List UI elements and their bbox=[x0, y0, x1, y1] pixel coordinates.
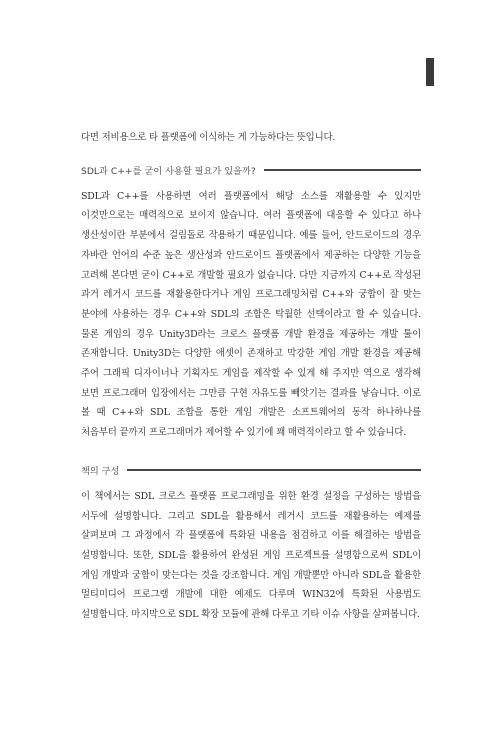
section-body-why-sdl-cpp: SDL과 C++를 사용하면 여러 플랫폼에서 해당 소스를 재활용할 수 있지만 이것만으로는 매력적으로 보이지 않습니다. 여러 플랫폼에 대응할 수 있다고 하나 생산성이란 부분에서 걸림돌로 작용하기 때문입니다. 예를 들어, 안드로이드의 경우 자바란 언어의 수준 높은 생산성과 안드로이드 플랫폼에서 제공하는 다양한 기능을 고려해 본다면 굳이 C++로 개발할 필요가 없습니다. 다만 지금까지 C++로 작성된 과거 레거시 코드를 재활용한다거나 게임 프로그래밍처럼 C++와 궁합이 잘 맞는 분야에 사용하는 경우 C++와 SDL의 조합은 탁월한 선택이라고 할 수 있습니다. 물론 게임의 경우 Unity3D라는 크로스 플랫폼 개발 환경을 제공하는 개발 툴이 존재합니다. Unity3D는 다양한 애셋이 존재하고 막강한 게임 개발 환경을 제공해 주어 그래픽 디자이너나 기획자도 게임을 제작할 수 있게 해 주지만 역으로 생각해 보면 프로그래머 입장에서는 그만큼 구현 자유도를 빼앗기는 결과를 낳습니다. 이로 볼 때 C++와 SDL 조합을 통한 게임 개발은 소프트웨어의 동작 하나하나를 처음부터 끝까지 프로그래머가 제어할 수 있기에 꽤 매력적이라고 할 수 있습니다. bbox=[81, 190, 421, 439]
chapter-tab-marker bbox=[426, 58, 434, 86]
section-heading-why-sdl-cpp bbox=[81, 163, 421, 177]
section-heading-book-structure bbox=[81, 463, 421, 477]
section-heading-text: SDL과 C++를 굳이 사용할 필요가 있을까? bbox=[81, 165, 256, 177]
page-content bbox=[81, 128, 421, 625]
section-heading-text: 책의 구성 bbox=[81, 465, 120, 477]
section-body-book-structure: 이 책에서는 SDL 크로스 플랫폼 프로그래밍을 위한 환경 설정을 구성하는 방법을 서두에 설명합니다. 그리고 SDL을 활용해서 레거시 코드를 재활용하는 예제를 살펴보며 그 과정에서 각 플랫폼에 특화된 내용을 점검하고 이를 해결하는 방법을 설명합니다. 또한, SDL을 활용하여 완성된 게임 프로젝트를 설명함으로써 SDL이 게임 개발과 궁합이 맞는다는 것을 강조합니다. 게임 개발뿐만 아니라 SDL을 활용한 멀티미디어 프로그램 개발에 대한 예제도 다루며 WIN32에 특화된 사용법도 설명합니다. 마지막으로 SDL 확장 모듈에 관해 다루고 기타 이슈 사항을 살펴봅니다. bbox=[81, 490, 421, 621]
intro-paragraph: 다면 저비용으로 타 플랫폼에 이식하는 게 가능하다는 뜻입니다. bbox=[81, 132, 336, 143]
heading-rule bbox=[127, 469, 421, 471]
heading-rule bbox=[264, 169, 421, 171]
